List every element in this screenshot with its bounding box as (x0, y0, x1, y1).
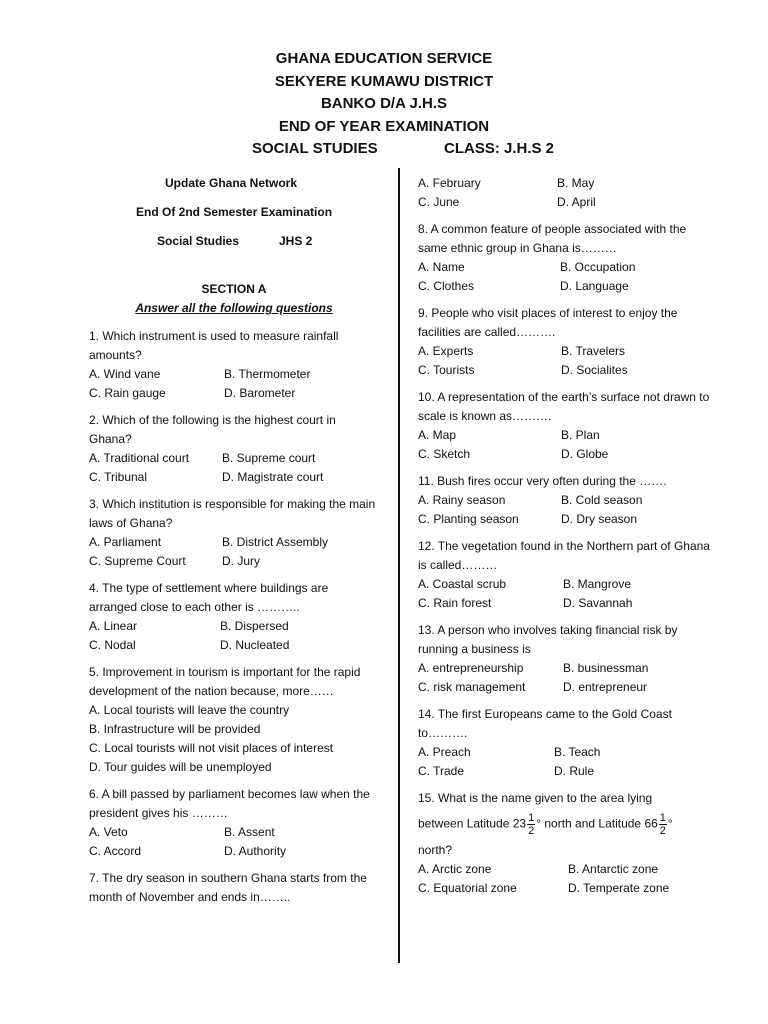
header-subject: SOCIAL STUDIES (252, 140, 378, 157)
question-14 (418, 705, 718, 781)
option-a: A. Experts (418, 344, 474, 358)
question-text: 14. The first Europeans came to the Gold Coast to………. (418, 707, 672, 740)
option-b: B. Plan (561, 428, 600, 442)
right-column (418, 174, 718, 906)
fraction-half (527, 812, 535, 837)
option-a: A. Traditional court (89, 451, 190, 465)
option-c: C. Local tourists will not visit places of interest (89, 741, 334, 755)
option-d: D. Savannah (563, 596, 633, 610)
options (418, 743, 718, 781)
option-d: D. Dry season (561, 512, 638, 526)
exam-header (0, 48, 768, 160)
subject-line (89, 232, 379, 251)
option-b: B. Infrastructure will be provided (89, 722, 261, 736)
question-text: 1. Which instrument is used to measure rainfall amounts? (89, 329, 339, 362)
options (89, 365, 379, 403)
option-d: D. April (557, 195, 596, 209)
option-b: B. businessman (563, 661, 649, 675)
question-6 (89, 785, 379, 861)
option-b: B. Assent (224, 825, 275, 839)
question-text-north: north? (418, 843, 453, 857)
option-a: A. entrepreneurship (418, 661, 524, 675)
question-text: 11. Bush fires occur very often during the ……. (418, 474, 667, 488)
option-d: D. Barometer (224, 386, 296, 400)
question-text: 3. Which institution is responsible for making the main laws of Ghana? (89, 497, 376, 530)
question-text: 9. People who visit places of interest to enjoy the facilities are called………. (418, 306, 678, 339)
question-text: 13. A person who involves taking financial risk by running a business is (418, 623, 678, 656)
header-school: BANKO D/A J.H.S (320, 95, 448, 112)
options (89, 823, 379, 861)
question-text: 10. A representation of the earth’s surface not drawn to scale is known as………. (418, 390, 710, 423)
option-c: C. Nodal (89, 638, 136, 652)
question-text: 6. A bill passed by parliament becomes law when the president gives his ……… (89, 787, 370, 820)
option-b: B. May (557, 176, 595, 190)
options (418, 174, 718, 212)
question-9 (418, 304, 718, 380)
option-d: D. entrepreneur (563, 680, 648, 694)
source-line: Update Ghana Network (165, 176, 298, 190)
header-district: SEKYERE KUMAWU DISTRICT (274, 72, 494, 90)
header-org: GHANA EDUCATION SERVICE (275, 50, 493, 67)
question-text: 8. A common feature of people associated with the same ethnic group in Ghana is……… (418, 222, 687, 255)
option-b: B. Mangrove (563, 577, 632, 591)
question-text: 15. What is the name given to the area lying (418, 791, 653, 805)
option-c: C. risk management (418, 680, 526, 694)
text-between: between Latitude 23 (418, 816, 527, 831)
option-b: B. Occupation (560, 260, 636, 274)
option-a: A. Rainy season (418, 493, 506, 507)
question-1 (89, 327, 379, 403)
degree-symbol: ° (667, 816, 673, 831)
question-15 (418, 789, 718, 898)
option-d: D. Language (560, 279, 629, 293)
option-c: C. Accord (89, 844, 142, 858)
options (418, 575, 718, 613)
option-b: B. Supreme court (222, 451, 316, 465)
option-d: D. Rule (554, 764, 595, 778)
question-4 (89, 579, 379, 655)
options (89, 533, 379, 571)
question-5 (89, 663, 379, 777)
option-b: B. Teach (554, 745, 601, 759)
option-a: A. Coastal scrub (418, 577, 507, 591)
option-a: A. Name (418, 260, 465, 274)
text-north-latitude: north and Latitude 66 (541, 816, 658, 831)
option-c: C. Equatorial zone (418, 881, 517, 895)
option-a: A. Arctic zone (418, 862, 492, 876)
option-b: B. Thermometer (224, 367, 311, 381)
question-text: 4. The type of settlement where buildings are arranged close to each other is ……….. (89, 581, 329, 614)
options (418, 342, 718, 380)
instruction: Answer all the following questions (135, 301, 333, 315)
option-c: C. Tribunal (89, 470, 148, 484)
option-d: D. Tour guides will be unemployed (89, 760, 272, 774)
question-7 (89, 869, 379, 907)
question-text-latitudes (418, 812, 718, 837)
option-a: A. Preach (418, 745, 471, 759)
option-c: C. Tourists (418, 363, 475, 377)
question-7-options (418, 174, 718, 212)
subject-text: Social Studies (157, 234, 240, 248)
option-a: A. February (418, 176, 481, 190)
options (89, 449, 379, 487)
options (418, 258, 718, 296)
header-exam: END OF YEAR EXAMINATION (278, 117, 490, 135)
options (418, 659, 718, 697)
question-12 (418, 537, 718, 613)
options (418, 860, 718, 898)
option-d: D. Authority (224, 844, 287, 858)
column-divider (398, 168, 400, 963)
option-b: B. Cold season (561, 493, 643, 507)
header-subject-row (0, 138, 768, 160)
option-c: C. Trade (418, 764, 465, 778)
section-title: SECTION A (201, 282, 267, 296)
option-b: B. Dispersed (220, 619, 289, 633)
option-a: A. Veto (89, 825, 128, 839)
question-2 (89, 411, 379, 487)
fraction-denominator: 2 (528, 825, 535, 837)
question-text: 7. The dry season in southern Ghana starts from the month of November and ends in…….. (89, 871, 367, 904)
question-text: 5. Improvement in tourism is important for the rapid development of the nation because, more…… (89, 665, 361, 698)
option-a: A. Parliament (89, 535, 162, 549)
exam-line: End Of 2nd Semester Examination (136, 205, 333, 219)
option-d: D. Temperate zone (568, 881, 670, 895)
options (89, 701, 379, 777)
option-a: A. Map (418, 428, 457, 442)
question-3 (89, 495, 379, 571)
question-text: 12. The vegetation found in the Northern part of Ghana is called……… (418, 539, 710, 572)
level-text: JHS 2 (279, 234, 313, 248)
option-b: B. District Assembly (222, 535, 329, 549)
option-c: C. Sketch (418, 447, 471, 461)
question-text: 2. Which of the following is the highest court in Ghana? (89, 413, 336, 446)
option-c: C. Rain gauge (89, 386, 166, 400)
question-8 (418, 220, 718, 296)
option-c: C. Planting season (418, 512, 519, 526)
options (418, 491, 718, 529)
option-a: A. Linear (89, 619, 138, 633)
left-column (89, 174, 379, 915)
degree-symbol: ° (536, 816, 542, 831)
option-b: B. Travelers (561, 344, 626, 358)
option-d: D. Nucleated (220, 638, 290, 652)
question-13 (418, 621, 718, 697)
fraction-denominator: 2 (659, 825, 666, 837)
option-b: B. Antarctic zone (568, 862, 659, 876)
option-d: D. Jury (222, 554, 261, 568)
options (418, 426, 718, 464)
option-c: C. Supreme Court (89, 554, 186, 568)
options (89, 617, 379, 655)
option-a: A. Local tourists will leave the country (89, 703, 290, 717)
option-c: C. June (418, 195, 460, 209)
option-d: D. Globe (561, 447, 609, 461)
fraction-numerator: 1 (659, 812, 666, 824)
question-11 (418, 472, 718, 529)
option-c: C. Clothes (418, 279, 475, 293)
fraction-numerator: 1 (528, 812, 535, 824)
option-d: D. Magistrate court (222, 470, 324, 484)
header-class: CLASS: J.H.S 2 (444, 140, 555, 157)
option-c: C. Rain forest (418, 596, 492, 610)
fraction-half (659, 812, 667, 837)
option-a: A. Wind vane (89, 367, 161, 381)
option-d: D. Socialites (561, 363, 628, 377)
question-10 (418, 388, 718, 464)
